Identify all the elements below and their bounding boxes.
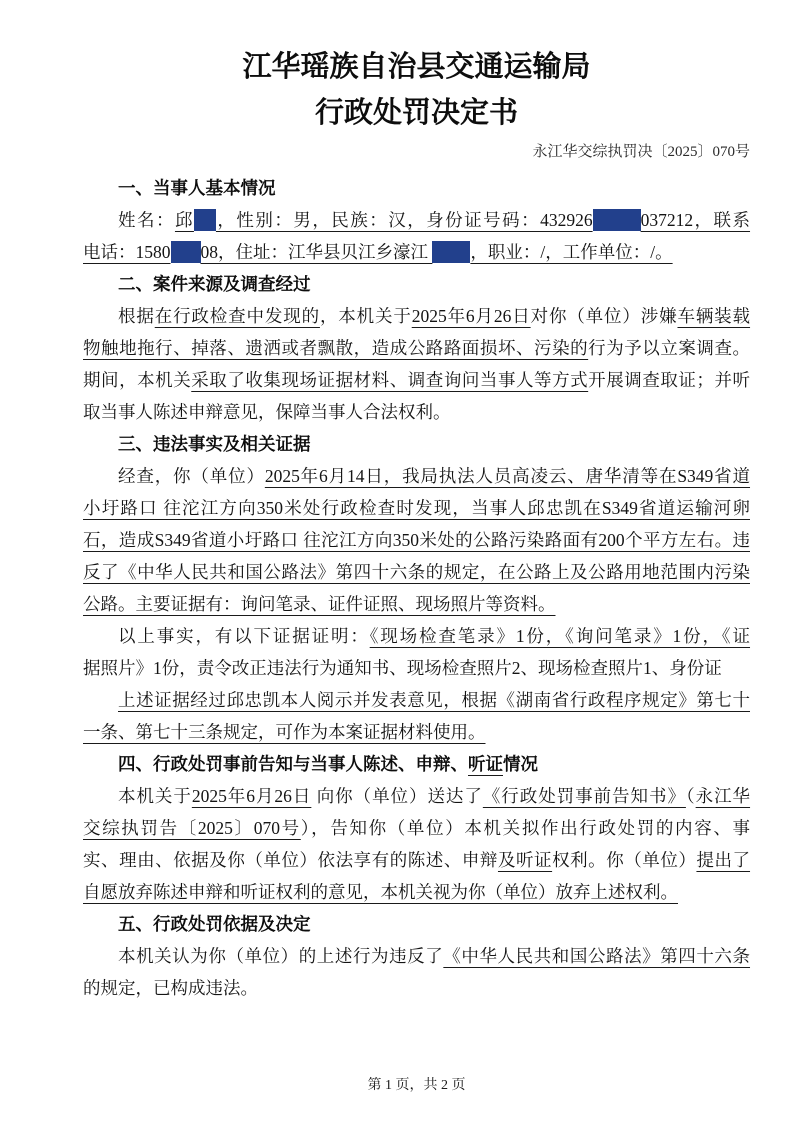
- section-1: [83, 172, 750, 268]
- filled-text: 物触地拖行、掉落、遗洒或者飘散，造成公路路面损坏、污染的: [83, 338, 589, 358]
- text-line: [83, 556, 750, 588]
- document-title: 行政处罚决定书: [314, 97, 518, 129]
- text-run: 四、行政处罚事前告知与当事人陈述、申辩、: [118, 754, 468, 774]
- filled-text: 小圩路口 往沱江方向350米处行政检查时发现，当事人邱忠凯在S349省道运输河卵: [83, 498, 750, 518]
- text-run: 开展调查取证；并听: [588, 370, 751, 390]
- text-run: 情况: [503, 754, 538, 774]
- section-2: [83, 268, 750, 428]
- filled-text: 永江华: [695, 786, 751, 806]
- text-run: 经查，你（单位）: [118, 466, 265, 486]
- document-number: 永江华交综执罚决〔2025〕070号: [532, 144, 750, 160]
- text-line: [83, 300, 750, 332]
- filled-text: 2025年6月26日: [411, 306, 531, 326]
- section-4: [83, 748, 750, 908]
- text-run: 本机关认为你（单位）的上述行为违反了: [118, 946, 444, 966]
- agency-title: 江华瑶族自治县交通运输局: [242, 51, 591, 83]
- filled-text: 电话：1580: [83, 242, 171, 262]
- filled-text: 在行政检查中发现的: [154, 306, 320, 326]
- section-3: [83, 428, 750, 748]
- text-line: [83, 684, 750, 716]
- text-run: 权利。你（单位）: [552, 850, 697, 870]
- text-line: [83, 332, 750, 364]
- filled-text: 一条、第七十三条规定，可作为本案证据材料使用。: [83, 722, 486, 742]
- paragraph: [83, 940, 750, 1004]
- text-run: 以上事实，有以下证据证明：: [118, 626, 370, 646]
- filled-text: 自愿放弃陈述申辩和听证权利的意见，本机关视为你（单位）放弃上述权利。: [83, 882, 678, 902]
- text-line: [83, 364, 750, 396]
- text-line: [83, 396, 750, 428]
- text-line: [83, 620, 750, 652]
- section-heading: [83, 428, 750, 460]
- text-line: [83, 460, 750, 492]
- filled-text: 石，造成S349省道小圩路口 往沱江方向350米处的公路污染路面有200个平方左右。违: [83, 530, 750, 550]
- text-line: [83, 940, 750, 972]
- text-run: 向你（单位）送达了: [311, 786, 483, 806]
- filled-text: 2025年6月26日: [191, 786, 312, 806]
- filled-text: 提出了: [696, 850, 751, 870]
- text-line: [83, 652, 750, 684]
- paragraph: [83, 620, 750, 684]
- section-heading: [83, 172, 750, 204]
- text-line: [83, 716, 750, 748]
- redaction-box: [593, 209, 641, 231]
- text-line: [83, 236, 750, 268]
- filled-text: 邱: [174, 210, 194, 230]
- text-line: [83, 812, 750, 844]
- section-heading: [83, 908, 750, 940]
- text-run: 期间，本机关: [83, 370, 192, 390]
- text-line: [83, 524, 750, 556]
- filled-text: ，性别：男，民族：汉，身份证号码：432926: [215, 210, 593, 230]
- text-run: 对你（单位）涉嫌: [530, 306, 678, 326]
- paragraph: [83, 780, 750, 908]
- filled-text: 08，住址：江华县贝江乡濠江: [200, 242, 433, 262]
- text-line: [83, 492, 750, 524]
- text-run: 根据: [118, 306, 155, 326]
- text-run: 二、案件来源及调查经过: [118, 274, 311, 294]
- text-run: 五、行政处罚依据及决定: [118, 914, 311, 934]
- text-run: 一、当事人基本情况: [118, 178, 276, 198]
- filled-text: 037212，联系: [640, 210, 751, 230]
- filled-text: 上述证据经过邱忠凯本人阅示并发表意见，根据《湖南省行政程序规定》第七十: [118, 690, 750, 710]
- paragraph: [83, 684, 750, 748]
- text-run: 三、违法事实及相关证据: [118, 434, 311, 454]
- section-5: [83, 908, 750, 1004]
- text-run: 本机关于: [118, 786, 192, 806]
- redaction-box: [171, 241, 201, 263]
- text-run: 姓名：: [118, 210, 175, 230]
- filled-text: 及听证: [497, 850, 553, 870]
- filled-text: 公路。主要证据有：询问笔录、证件证照、现场照片等资料。: [83, 594, 556, 614]
- text-run: 行为予以立案调查。: [588, 338, 751, 358]
- section-heading: [83, 748, 750, 780]
- text-line: [83, 876, 750, 908]
- text-line: [83, 780, 750, 812]
- section-heading: [83, 268, 750, 300]
- filled-text: 2025年6月14日，我局执法人员高凌云、唐华清等在S349省道: [264, 466, 751, 486]
- text-run: （: [685, 786, 696, 806]
- redaction-box: [432, 241, 470, 263]
- redaction-box: [194, 209, 216, 231]
- filled-text: 《行政处罚事前告知书》: [482, 786, 686, 806]
- paragraph: [83, 460, 750, 620]
- filled-text: 《现场检查笔录》1份，《询问笔录》1份，《证: [369, 626, 751, 646]
- filled-text: ，职业：/，工作单位：/。: [470, 242, 673, 262]
- filled-text: 《中华人民共和国公路法》第四十六条: [443, 946, 751, 966]
- text-run: 据照片》1份，责令改正违法行为通知书、现场检查照片2、现场检查照片1、身份证: [83, 658, 722, 678]
- text-run: 的规定，已构成违法。: [83, 978, 258, 998]
- filled-text: 交综执罚告〔2025〕070号: [83, 818, 301, 838]
- paragraph: [83, 300, 750, 428]
- paragraph: [83, 204, 750, 268]
- filled-text: 采取了收集现场证据材料、调查询问当事人等方式: [191, 370, 589, 390]
- text-line: [83, 844, 750, 876]
- text-run: ，本机关于: [319, 306, 412, 326]
- document-body: [83, 172, 750, 1004]
- text-line: [83, 588, 750, 620]
- text-run: 取当事人陈述申辩意见，保障当事人合法权利。: [83, 402, 451, 422]
- filled-text: 反了《中华人民共和国公路法》第四十六条的规定，在公路上及公路用地范围内污染: [83, 562, 750, 582]
- text-run: ），告知你（单位）本机关拟作出行政处罚的内容、事: [300, 818, 750, 838]
- text-run: 实、理由、依据及你（单位）依法享有的陈述、申辩: [83, 850, 498, 870]
- text-line: [83, 204, 750, 236]
- page-number: 第 1 页，共 2 页: [367, 1078, 466, 1093]
- filled-text: 车辆装载: [677, 306, 751, 326]
- text-line: [83, 972, 750, 1004]
- filled-text: 听证: [468, 754, 503, 774]
